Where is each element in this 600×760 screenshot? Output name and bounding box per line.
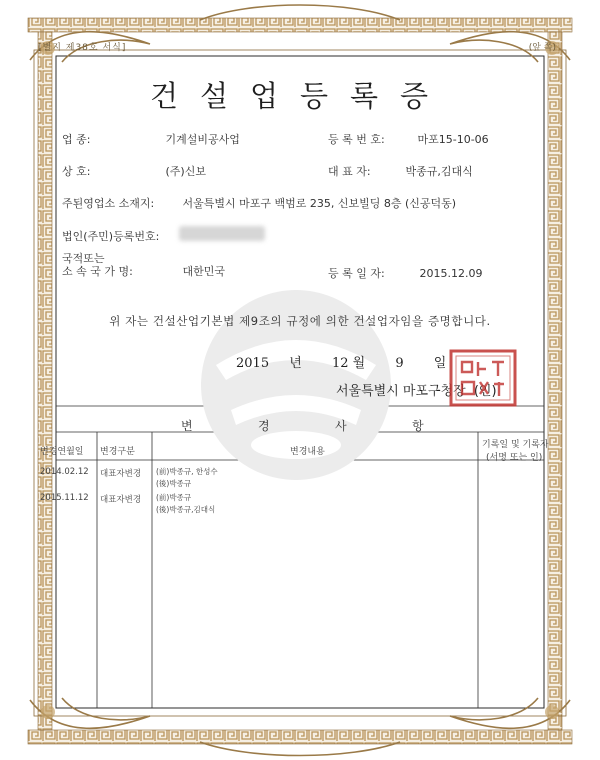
row1-type: 대표자변경 bbox=[100, 469, 142, 479]
col-change-type: 변경구분 bbox=[100, 447, 135, 457]
field-registration-no bbox=[328, 131, 489, 147]
registration-no-value: 마포15-10-06 bbox=[417, 133, 489, 146]
field-company-name bbox=[62, 163, 206, 179]
issue-date bbox=[236, 352, 446, 371]
col-change-content: 변경내용 bbox=[290, 447, 325, 457]
issuer-name: 서울특별시 마포구청장 bbox=[336, 384, 466, 399]
official-seal-stamp bbox=[448, 348, 518, 408]
issue-year: 2015 bbox=[236, 356, 270, 371]
redacted-corp-reg-no bbox=[179, 226, 265, 241]
row2-type: 대표자변경 bbox=[100, 495, 142, 505]
row2-date: 2015.11.12 bbox=[40, 493, 89, 503]
business-type-value: 기계설비공사업 bbox=[165, 133, 240, 146]
field-registration-date bbox=[328, 265, 482, 281]
page-label: (앞 쪽) bbox=[528, 43, 556, 53]
company-name-label: 상 호: bbox=[62, 165, 91, 178]
company-name-value: (주)신보 bbox=[165, 165, 206, 178]
certification-statement: 위 자는 건설산업기본법 제9조의 규정에 의한 건설업자임을 증명합니다. bbox=[109, 314, 491, 328]
col-record-info: 기록일 및 기록자 bbox=[482, 440, 549, 450]
field-business-type bbox=[62, 131, 240, 147]
business-type-label: 업 종: bbox=[62, 133, 91, 146]
form-number: [별지 제38호 서식] bbox=[38, 43, 127, 53]
registration-date-label: 등 록 일 자: bbox=[328, 267, 385, 280]
address-label: 주된영업소 소재지: bbox=[62, 197, 155, 210]
changes-title-char-1: 변 bbox=[181, 419, 195, 433]
registration-no-label: 등 록 번 호: bbox=[328, 133, 385, 146]
col-change-date: 변경연월일 bbox=[40, 447, 84, 457]
issue-month: 12 bbox=[331, 356, 349, 371]
issue-day-unit: 일 bbox=[433, 356, 447, 371]
field-representative bbox=[328, 163, 473, 179]
nationality-label-line1: 국적또는 bbox=[62, 252, 105, 265]
nationality-label-line2: 소 속 국 가 명: bbox=[62, 265, 133, 278]
document-title: 건설업등록증 bbox=[149, 79, 451, 113]
row1-after: (後)박종규 bbox=[156, 479, 192, 488]
corp-reg-no-label: 법인(주민)등록번호: bbox=[62, 230, 160, 243]
issue-day: 9 bbox=[395, 356, 404, 371]
row2-before: (前)박종규 bbox=[156, 493, 192, 502]
issue-year-unit: 년 bbox=[289, 356, 302, 371]
changes-title-char-2: 경 bbox=[258, 419, 272, 433]
row1-before: (前)박종규, 한성수 bbox=[156, 467, 218, 476]
field-address bbox=[62, 195, 456, 211]
registration-date-value: 2015.12.09 bbox=[419, 267, 483, 280]
row1-date: 2014.02.12 bbox=[40, 467, 89, 477]
field-corp-reg-no bbox=[62, 228, 159, 244]
changes-title-char-3: 사 bbox=[335, 419, 349, 433]
issue-month-unit: 월 bbox=[352, 356, 366, 371]
changes-title-char-4: 항 bbox=[412, 419, 426, 433]
row2-after: (後)박종규,김대식 bbox=[156, 505, 216, 514]
address-value: 서울특별시 마포구 백범로 235, 신보빌딩 8층 (신공덕동) bbox=[182, 197, 457, 210]
issuer-suffix: (인) bbox=[473, 384, 497, 399]
field-nationality bbox=[62, 252, 225, 278]
representative-label: 대 표 자: bbox=[328, 165, 371, 178]
col-signature: (서명 또는 인) bbox=[486, 453, 543, 463]
nationality-value: 대한민국 bbox=[182, 265, 226, 278]
representative-value: 박종규,김대식 bbox=[405, 165, 473, 178]
